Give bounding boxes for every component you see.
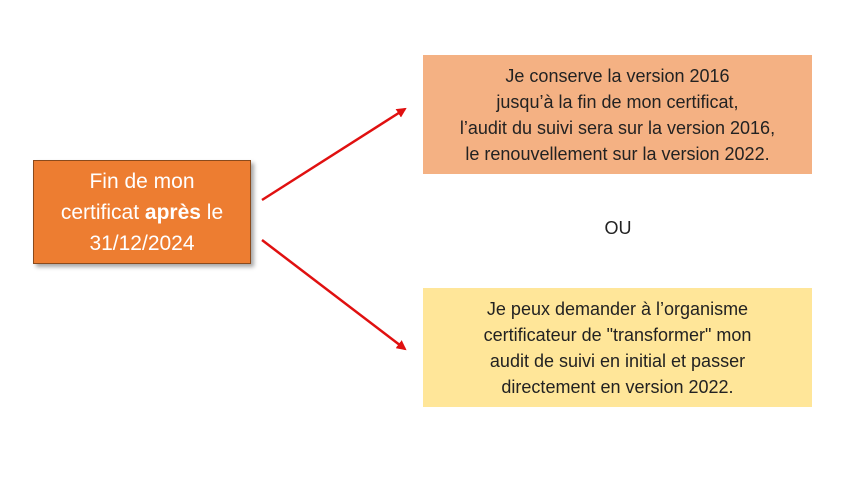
separator-or: OU	[604, 218, 632, 238]
option-2-box	[423, 288, 812, 407]
arrow-to-option-2	[262, 240, 405, 349]
option-1-line: l’audit du suivi sera sur la version 2016,	[459, 117, 776, 138]
option-2-line: Je peux demander à l’organisme	[486, 298, 749, 319]
option-2-line: directement en version 2022.	[501, 376, 734, 397]
source-line-2-post: le	[200, 200, 224, 224]
option-1-line: le renouvellement sur la version 2022.	[465, 143, 770, 164]
option-2-line: audit de suivi en initial et passer	[489, 350, 746, 371]
option-1-line: Je conserve la version 2016	[505, 65, 730, 86]
option-2-line: certificateur de "transformer" mon	[483, 324, 752, 345]
source-line-2-pre: certificat	[60, 200, 145, 224]
option-1-box	[423, 55, 812, 174]
source-line-1: Fin de mon	[89, 169, 195, 193]
source-line-3: 31/12/2024	[89, 231, 195, 255]
arrow-to-option-1	[262, 109, 405, 200]
source-line-2-bold: après	[144, 200, 201, 224]
option-1-line: jusqu’à la fin de mon certificat,	[496, 91, 739, 112]
